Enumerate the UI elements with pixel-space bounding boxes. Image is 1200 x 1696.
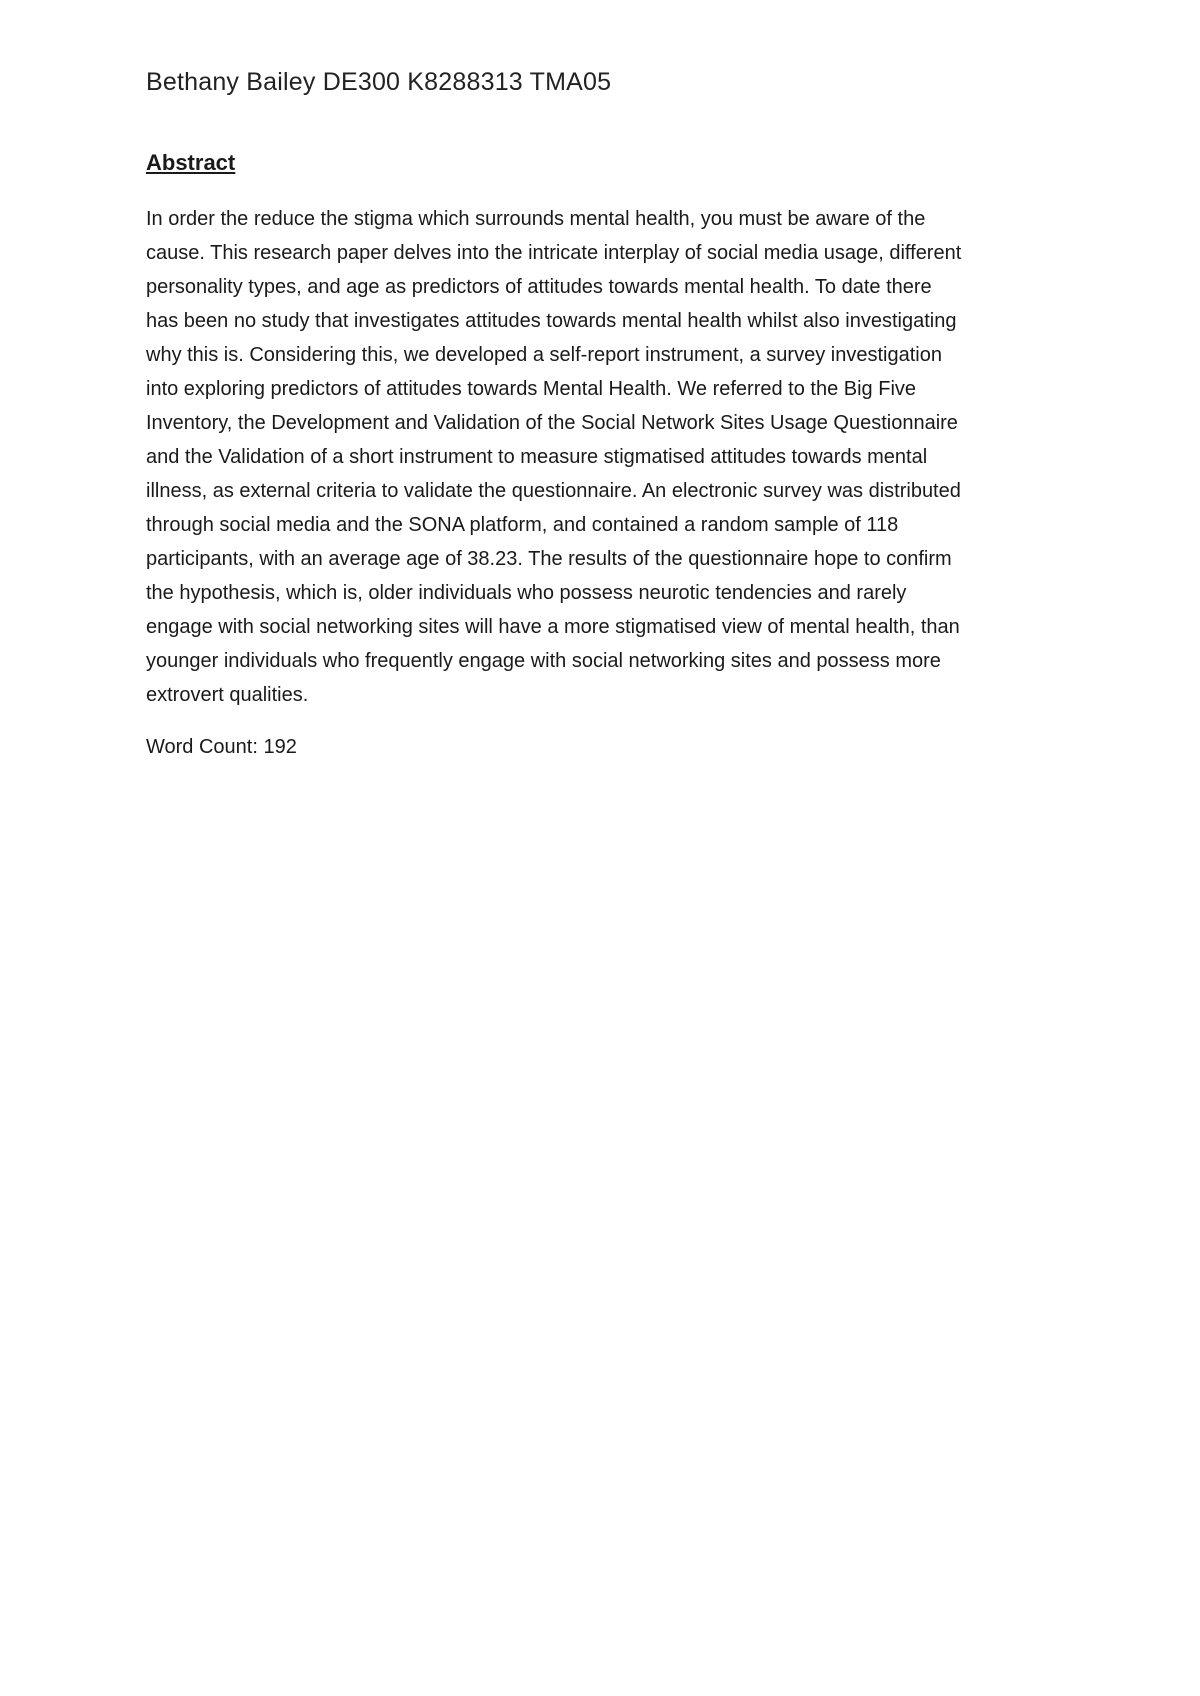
abstract-line: the hypothesis, which is, older individuals who possess neurotic tendencies and rarely xyxy=(146,582,907,604)
abstract-line: illness, as external criteria to validate the questionnaire. An electronic survey was distributed xyxy=(146,480,961,502)
abstract-line: younger individuals who frequently engage with social networking sites and possess more xyxy=(146,650,941,672)
abstract-line: In order the reduce the stigma which surrounds mental health, you must be aware of the xyxy=(146,208,926,230)
word-count: Word Count: 192 xyxy=(146,736,297,758)
abstract-paragraph xyxy=(146,202,1076,712)
abstract-line: and the Validation of a short instrument to measure stigmatised attitudes towards mental xyxy=(146,446,928,468)
abstract-line: into exploring predictors of attitudes towards Mental Health. We referred to the Big Five xyxy=(146,378,917,400)
abstract-line: Inventory, the Development and Validation of the Social Network Sites Usage Questionnaire xyxy=(146,412,958,434)
abstract-line: through social media and the SONA platform, and contained a random sample of 118 xyxy=(146,514,899,536)
abstract-line: participants, with an average age of 38.23. The results of the questionnaire hope to confirm xyxy=(146,548,952,570)
document-header: Bethany Bailey DE300 K8288313 TMA05 xyxy=(146,68,612,96)
abstract-line: engage with social networking sites will have a more stigmatised view of mental health, than xyxy=(146,616,960,638)
abstract-heading: Abstract xyxy=(146,150,236,175)
abstract-line: why this is. Considering this, we developed a self-report instrument, a survey investigation xyxy=(146,344,942,366)
abstract-line: cause. This research paper delves into the intricate interplay of social media usage, different xyxy=(146,242,962,264)
abstract-line: has been no study that investigates attitudes towards mental health whilst also investigating xyxy=(146,310,957,332)
abstract-line: extrovert qualities. xyxy=(146,684,309,706)
abstract-line: personality types, and age as predictors of attitudes towards mental health. To date there xyxy=(146,276,932,298)
